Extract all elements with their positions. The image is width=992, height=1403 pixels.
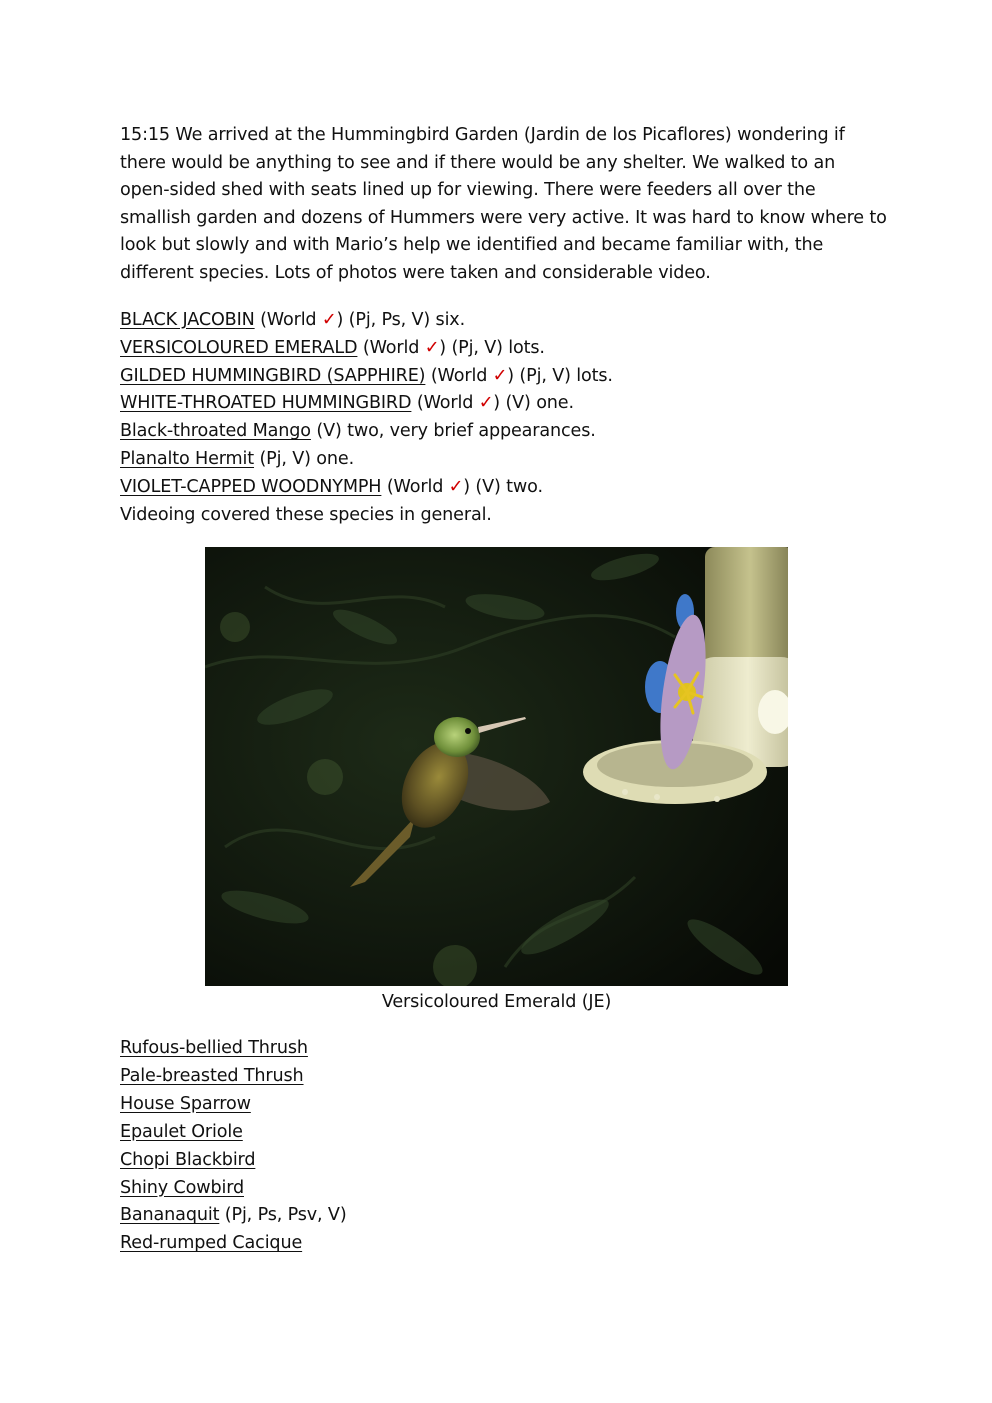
tick-icon: ✓ (448, 476, 464, 497)
species-line (120, 1091, 880, 1119)
species-line: Bananaquit (Pj, Ps, Psv, V) (120, 1205, 347, 1226)
species-line: VERSICOLOURED EMERALD (World ✓) (Pj, V) lots. (120, 337, 545, 358)
tick-icon: ✓ (492, 365, 508, 386)
species-name: Epaulet Oriole (120, 1121, 243, 1142)
species-line (120, 1063, 880, 1091)
hummingbird-photo (205, 547, 788, 986)
species-line: WHITE-THROATED HUMMINGBIRD (World ✓) (V) one. (120, 393, 574, 414)
species-name: VIOLET-CAPPED WOODNYMPH (120, 476, 382, 497)
species-name: Red-rumped Cacique (120, 1233, 303, 1254)
species-name: GILDED HUMMINGBIRD (SAPPHIRE) (120, 365, 426, 386)
species-line: VIOLET-CAPPED WOODNYMPH (World ✓) (V) two. (120, 476, 543, 497)
tick-icon: ✓ (478, 393, 494, 414)
species-name: Planalto Hermit (120, 448, 255, 469)
tick-icon: ✓ (321, 310, 337, 330)
species-line: Black-throated Mango (V) two, very brief appearances. (120, 421, 596, 442)
species-name: VERSICOLOURED EMERALD (120, 337, 358, 358)
species-name: Pale-breasted Thrush (120, 1065, 304, 1086)
species-name: Shiny Cowbird (120, 1177, 244, 1198)
species-line (120, 1175, 880, 1203)
species-name: WHITE-THROATED HUMMINGBIRD (120, 393, 412, 414)
species-name: House Sparrow (120, 1093, 251, 1114)
hummingbird-species-list (120, 307, 880, 529)
photo-caption: Versicoloured Emerald (JE) (381, 992, 612, 1012)
species-line: BLACK JACOBIN (World ✓) (Pj, Ps, V) six. (120, 310, 466, 330)
species-line (120, 1035, 880, 1063)
species-line (120, 1147, 880, 1175)
species-name: BLACK JACOBIN (120, 310, 255, 330)
species-line (120, 1230, 880, 1258)
species-line (120, 1119, 880, 1147)
species-name: Chopi Blackbird (120, 1149, 256, 1170)
species-line: Planalto Hermit (Pj, V) one. (120, 448, 355, 469)
species-name: Bananaquit (120, 1205, 220, 1226)
other-species-list (120, 1035, 880, 1258)
tick-icon: ✓ (424, 337, 440, 358)
video-note: Videoing covered these species in general. (120, 504, 492, 525)
species-line: GILDED HUMMINGBIRD (SAPPHIRE) (World ✓) (Pj, V) lots. (120, 365, 613, 386)
intro-paragraph: 15:15 We arrived at the Hummingbird Garden (Jardin de los Picaflores) wondering if there would be anything to see and if there would be any shelter. We walked to an open-sided shed with seats lined up for viewing. There were feeders all over the smallish garden and dozens of Hummers were very active. It was hard to know where to look but slowly and with Mario’s help we identified and became familiar with, the different species. Lots of photos were taken and considerable video. (120, 125, 887, 283)
species-name: Black-throated Mango (120, 421, 311, 442)
species-name: Rufous-bellied Thrush (120, 1038, 308, 1058)
